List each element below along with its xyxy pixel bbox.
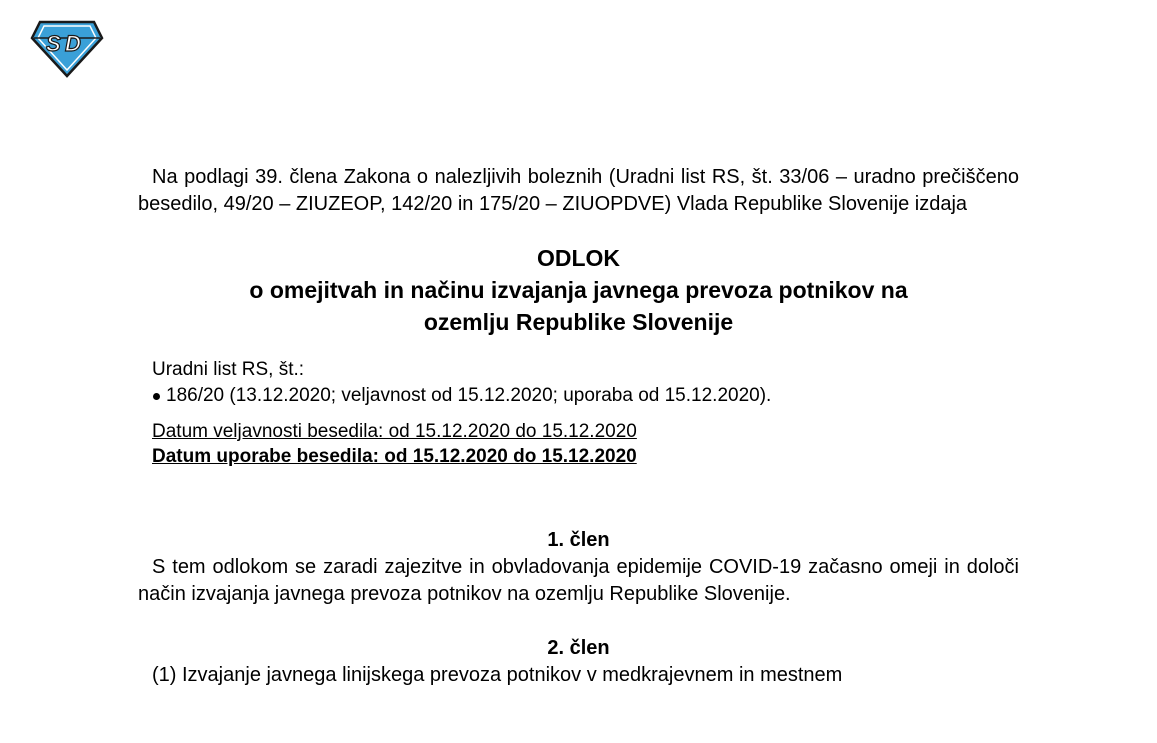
validity-date: Datum veljavnosti besedila: od 15.12.2020 do 15.12.2020 — [152, 421, 637, 442]
article-1-heading: 1. člen — [547, 529, 610, 551]
publication-item-text: 186/20 (13.12.2020; veljavnost od 15.12.2020; uporaba od 15.12.2020). — [166, 385, 772, 406]
title-line-2: o omejitvah in načinu izvajanja javnega prevoza potnikov na — [249, 277, 908, 303]
publication-info — [152, 357, 1019, 409]
article-2-text: (1) Izvajanje javnega linijskega prevoza potnikov v medkrajevnem in mestnem — [152, 664, 843, 686]
article-1-text: S tem odlokom se zaradi zajezitve in obvladovanja epidemije COVID-19 začasno omeji in določi način izvajanja javnega prevoza potnikov na ozemlju Republike Slovenije. — [138, 556, 1019, 605]
svg-text:D: D — [65, 31, 81, 56]
application-date: Datum uporabe besedila: od 15.12.2020 do 15.12.2020 — [152, 446, 637, 467]
text-dates — [152, 419, 1019, 469]
article-2-heading: 2. člen — [547, 637, 610, 659]
bullet-icon — [153, 393, 160, 400]
title-main: ODLOK — [536, 245, 621, 271]
publication-item — [152, 383, 1019, 409]
diamond-sd-logo-icon — [30, 18, 104, 78]
document-title — [138, 242, 1019, 338]
svg-text:S: S — [46, 31, 61, 56]
publication-label: Uradni list RS, št.: — [152, 359, 305, 380]
preamble-paragraph: Na podlagi 39. člena Zakona o nalezljivih boleznih (Uradni list RS, št. 33/06 – uradno prečiščeno besedilo, 49/20 – ZIUZEOP, 142/20 in 175/20 – ZIUOPDVE) Vlada Republike Slovenije izdaja — [138, 166, 1019, 215]
title-line-3: ozemlju Republike Slovenije — [423, 309, 734, 335]
document-page — [138, 164, 1019, 689]
